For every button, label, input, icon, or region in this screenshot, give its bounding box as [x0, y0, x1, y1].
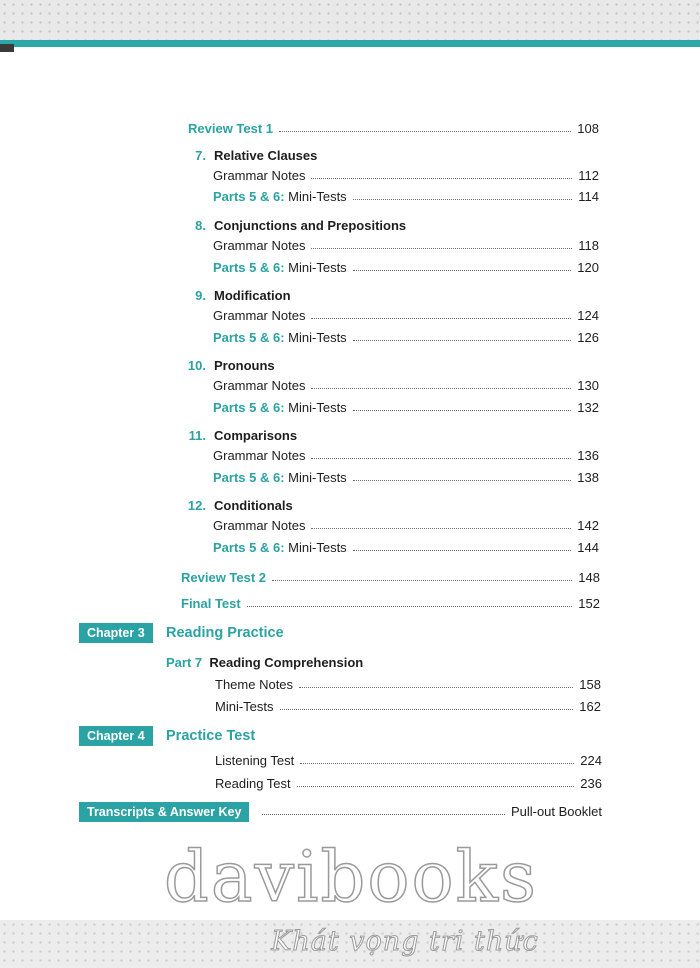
- unit-number: 7.: [195, 148, 206, 163]
- toc-label-prefix: Parts 5 & 6:: [213, 540, 285, 555]
- watermark-brand: davibooks: [164, 836, 538, 918]
- toc-label: Grammar Notes: [213, 378, 306, 393]
- header-dark-tab: [0, 44, 14, 52]
- toc-page: 142: [577, 518, 599, 533]
- unit-heading-12: [180, 498, 293, 513]
- dot-leader: [353, 409, 572, 411]
- toc-label: Mini-Tests: [288, 540, 347, 555]
- toc-entry-reading-test[interactable]: [215, 776, 602, 791]
- toc-page: 126: [577, 330, 599, 345]
- toc-label: Final Test: [181, 596, 241, 611]
- toc-page: 236: [580, 776, 602, 791]
- dot-leader: [299, 686, 573, 688]
- toc-entry-mini-tests[interactable]: [213, 470, 599, 485]
- toc-entry-mini-tests[interactable]: [215, 699, 601, 714]
- chapter-3-badge: Chapter 3: [79, 623, 153, 643]
- toc-page: 108: [577, 121, 599, 136]
- unit-number: 12.: [187, 498, 206, 513]
- dot-leader: [311, 247, 572, 249]
- toc-entry-grammar-notes[interactable]: [213, 238, 599, 253]
- header-teal-rule: [0, 40, 700, 47]
- dot-leader: [300, 762, 574, 764]
- toc-page: 120: [577, 260, 599, 275]
- watermark-slogan: Khát vọng tri thức: [271, 926, 539, 957]
- toc-entry-transcripts[interactable]: [262, 804, 602, 819]
- toc-label: Grammar Notes: [213, 238, 306, 253]
- toc-label-prefix: Parts 5 & 6:: [213, 189, 285, 204]
- unit-heading-10: [180, 358, 275, 373]
- toc-page: 148: [578, 570, 600, 585]
- toc-page: 118: [578, 238, 599, 253]
- dot-leader: [247, 605, 573, 607]
- unit-title: Pronouns: [214, 358, 275, 373]
- toc-label-prefix: Parts 5 & 6:: [213, 470, 285, 485]
- toc-entry-grammar-notes[interactable]: [213, 448, 599, 463]
- chapter-4-badge: Chapter 4: [79, 726, 153, 746]
- toc-entry-mini-tests[interactable]: [213, 400, 599, 415]
- toc-page: 224: [580, 753, 602, 768]
- dot-leader: [272, 579, 572, 581]
- dot-leader: [311, 317, 571, 319]
- dot-leader: [262, 813, 505, 815]
- toc-label-prefix: Parts 5 & 6:: [213, 260, 285, 275]
- toc-page: 114: [578, 189, 599, 204]
- toc-entry-grammar-notes[interactable]: [213, 308, 599, 323]
- part-label: Part 7: [166, 655, 203, 670]
- toc-page: Pull-out Booklet: [510, 804, 602, 819]
- toc-entry-theme-notes[interactable]: [215, 677, 601, 692]
- dot-leader: [353, 339, 572, 341]
- part-7-heading: [166, 655, 363, 670]
- toc-page: 136: [577, 448, 599, 463]
- toc-entry-grammar-notes[interactable]: [213, 378, 599, 393]
- toc-label: Theme Notes: [215, 677, 294, 692]
- toc-label: Mini-Tests: [288, 330, 347, 345]
- toc-entry-review-test-2[interactable]: [181, 570, 600, 585]
- toc-label: Mini-Tests: [288, 260, 347, 275]
- toc-label: Review Test 2: [181, 570, 267, 585]
- unit-title: Relative Clauses: [214, 148, 318, 163]
- unit-number: 9.: [195, 288, 206, 303]
- toc-entry-mini-tests[interactable]: [213, 189, 599, 204]
- toc-page: 132: [577, 400, 599, 415]
- toc-entry-mini-tests[interactable]: [213, 330, 599, 345]
- toc-page: 144: [577, 540, 599, 555]
- toc-label: Mini-Tests: [215, 699, 274, 714]
- toc-label: Grammar Notes: [213, 168, 306, 183]
- toc-page: 138: [577, 470, 599, 485]
- toc-label-prefix: Parts 5 & 6:: [213, 330, 285, 345]
- toc-entry-listening-test[interactable]: [215, 753, 602, 768]
- toc-label: Listening Test: [215, 753, 295, 768]
- toc-page: 124: [577, 308, 599, 323]
- toc-label: Mini-Tests: [288, 189, 347, 204]
- unit-heading-8: [180, 218, 406, 233]
- dot-leader: [280, 708, 574, 710]
- unit-number: 8.: [195, 218, 206, 233]
- toc-label: Review Test 1: [188, 121, 274, 136]
- toc-entry-final-test[interactable]: [181, 596, 600, 611]
- unit-title: Conjunctions and Prepositions: [214, 218, 407, 233]
- toc-label: Grammar Notes: [213, 448, 306, 463]
- dot-leader: [353, 479, 572, 481]
- toc-label: Grammar Notes: [213, 308, 306, 323]
- dot-leader: [311, 457, 571, 459]
- toc-entry-grammar-notes[interactable]: [213, 168, 599, 183]
- toc-entry-review-test-1[interactable]: [188, 121, 599, 136]
- toc-page: 112: [578, 168, 599, 183]
- toc-page: 162: [579, 699, 601, 714]
- unit-title: Modification: [214, 288, 291, 303]
- toc-page: 152: [578, 596, 600, 611]
- dot-leader: [311, 177, 572, 179]
- dot-leader: [297, 785, 575, 787]
- dot-leader: [279, 130, 571, 132]
- dot-leader: [353, 269, 572, 271]
- chapter-4-title: Practice Test: [166, 728, 256, 744]
- dot-leader: [353, 198, 573, 200]
- toc-entry-mini-tests[interactable]: [213, 260, 599, 275]
- unit-heading-9: [180, 288, 291, 303]
- toc-label: Mini-Tests: [288, 400, 347, 415]
- dot-leader: [311, 527, 571, 529]
- unit-number: 11.: [188, 428, 206, 443]
- toc-label: Mini-Tests: [288, 470, 347, 485]
- toc-entry-grammar-notes[interactable]: [213, 518, 599, 533]
- unit-title: Comparisons: [214, 428, 298, 443]
- unit-heading-7: [180, 148, 317, 163]
- toc-label-prefix: Parts 5 & 6:: [213, 400, 285, 415]
- toc-label: Grammar Notes: [213, 518, 306, 533]
- unit-heading-11: [180, 428, 297, 443]
- unit-title: Conditionals: [214, 498, 293, 513]
- dot-leader: [353, 549, 572, 551]
- unit-number: 10.: [187, 358, 206, 373]
- dot-leader: [311, 387, 571, 389]
- toc-page: 158: [579, 677, 601, 692]
- part-title: Reading Comprehension: [209, 655, 364, 670]
- toc-page: 130: [577, 378, 599, 393]
- transcripts-badge: Transcripts & Answer Key: [79, 802, 249, 822]
- toc-label: Reading Test: [215, 776, 291, 791]
- chapter-3-title: Reading Practice: [166, 625, 284, 641]
- toc-entry-mini-tests[interactable]: [213, 540, 599, 555]
